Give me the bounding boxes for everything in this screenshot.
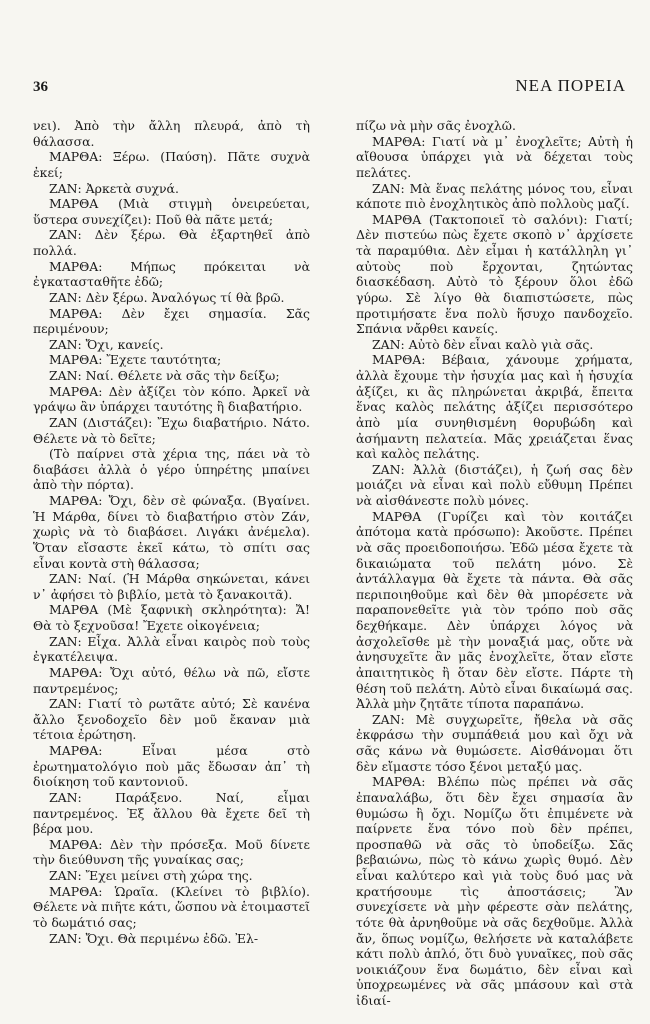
paragraph: ΖΑΝ: Ὄχι. Θὰ περιμένω ἐδῶ. Ἐλ- <box>49 930 259 946</box>
paragraph: ΜΑΡΘΑ: Ἔχετε ταυτότητα; <box>49 352 222 368</box>
paragraph: ΖΑΝ: Ἀρκετὰ συχνά. <box>49 180 179 196</box>
paragraph: ΖΑΝ: Δὲν ξέρω. Θὰ ἐξαρτηθεῖ ἀπὸ πολλά. <box>33 227 310 258</box>
paragraph: ΖΑΝ: Αὐτὸ δὲν εἶναι καλὸ γιὰ σᾶς. <box>372 336 594 352</box>
paragraph: ΖΑΝ: Ναί. Θέλετε νὰ σᾶς τὴν δείξω; <box>49 368 280 383</box>
paragraph: ΜΑΡΘΑ: Δὲν ἀξίζει τὸν κόπο. Ἀρκεῖ νὰ γράψω ἂν ὑπάρχει ταυτότης ἢ διαβατήριο. <box>33 383 310 415</box>
paragraph: ΜΑΡΘΑ: Ὄχι, δὲν σὲ φώναξα. (Βγαίνει. Ἡ Μάρθα, δίνει τὸ διαβατήριο στὸν Ζάν, χωρὶς νὰ τὸ διαβάσει. Λιγάκι ἀνέμελα). Ὅταν εἴσαστε ἐκεῖ κάτω, τὸ σπίτι σας εἶναι κοντὰ στὴ θάλασσα; <box>33 493 310 571</box>
paragraph: ΖΑΝ: Εἶχα. Ἀλλὰ εἶναι καιρὸς ποὺ τοὺς ἐγκατέλειψα. <box>33 633 310 665</box>
page-number: 36 <box>33 79 48 95</box>
left-column <box>33 118 310 1009</box>
paragraph: ΖΑΝ: Γιατί τὸ ρωτᾶτε αὐτό; Σὲ κανένα ἄλλο ξενοδοχεῖο δὲν μοῦ ἔκαναν μιὰ τέτοια ἐρώτηση. <box>33 696 310 743</box>
paragraph: ΜΑΡΘΑ (Μὲ ξαφνικὴ σκληρότητα): Ἄ! Θὰ τὸ ξεχνοῦσα! Ἔχετε οἰκογένεια; <box>33 602 310 633</box>
paragraph: ΜΑΡΘΑ: Βλέπω πὼς πρέπει νὰ σᾶς ἐπαναλάβω, ὅτι δὲν ἔχει σημασία ἂν θυμώσω ἢ ὄχι. Νομίζω ὅτι ἐπιμένετε νὰ παίρνετε ἕνα τόνο ποὺ δὲν πρέπει, προσπαθῶ νὰ σᾶς τὸ ὑποδείξω. Σᾶς βεβαιώνω, πὼς τὸ κάνω χωρὶς θυμό. Δὲν εἶναι καλύτερο καὶ γιὰ τοὺς δυό μας νὰ κρατήσουμε τὶς ἀποστάσεις; Ἂν συνεχίσετε νὰ μὴν φέρεστε σὰν πελάτης, τότε θὰ ἀρνηθοῦμε νὰ σᾶς δεχθοῦμε. Ἀλλὰ ἄν, ὅπως νομίζω, θελήσετε νὰ καταλάβετε κάτι πολὺ ἁπλό, ὅτι δυὸ γυναῖκες, ποὺ σᾶς νοικιάζουν ἕνα δωμάτιο, δὲν εἶναι καὶ ὑποχρεωμένες νὰ σᾶς μπάσουν καὶ στὰ ἰδιαί- <box>356 774 633 1008</box>
paragraph: ΖΑΝ: Ναί. (Ἡ Μάρθα σηκώνεται, κάνει ν᾽ ἀφήσει τὸ βιβλίο, μετὰ τὸ ξανακοιτᾶ). <box>33 571 310 602</box>
paragraph: ΖΑΝ (Διστάζει): Ἔχω διαβατήριο. Νάτο. Θέλετε νὰ τὸ δεῖτε; <box>33 414 310 446</box>
paragraph: ΜΑΡΘΑ: Ὄχι αὐτό, θέλω νὰ πῶ, εἴστε παντρεμένος; <box>33 664 310 696</box>
paragraph: ΜΑΡΘΑ: Δὲν ἔχει σημασία. Σᾶς περιμένουν; <box>33 305 310 337</box>
paragraph: ΖΑΝ: Ἔχει μείνει στὴ χώρα της. <box>49 868 253 883</box>
paragraph: ΜΑΡΘΑ: Γιατί νὰ μ᾽ ἐνοχλεῖτε; Αὐτὴ ἡ αἴθουσα ὑπάρχει γιὰ νὰ δέχεται τοὺς πελάτες. <box>356 133 633 180</box>
paragraph: ΜΑΡΘΑ: Ὡραῖα. (Κλείνει τὸ βιβλίο). Θέλετε νὰ πιῆτε κάτι, ὥσπου νὰ ἑτοιμαστεῖ τὸ δωμάτιό σας; <box>33 883 310 930</box>
paragraph: πίζω νὰ μὴν σᾶς ἐνοχλῶ. <box>356 118 516 133</box>
paragraph: ΖΑΝ: Δὲν ξέρω. Ἀναλόγως τί θὰ βρῶ. <box>49 289 285 305</box>
running-title: ΝΕΑ ΠΟΡΕΙΑ <box>515 76 626 95</box>
paragraph: ΖΑΝ: Μὲ συγχωρεῖτε, ἤθελα νὰ σᾶς ἐκφράσω τὴν συμπάθειά μου καὶ ὄχι νὰ σᾶς κάνω νὰ θυμώσετε. Αἰσθάνομαι ὅτι δὲν εἴμαστε τόσο ξένοι μεταξύ μας. <box>356 711 633 774</box>
paragraph: ΜΑΡΘΑ (Μιὰ στιγμὴ ὀνειρεύεται, ὕστερα συνεχίζει): Ποῦ θὰ πᾶτε μετά; <box>33 196 310 227</box>
paragraph: ΜΑΡΘΑ: Δὲν τὴν πρόσεξα. Μοῦ δίνετε τὴν διεύθυνση τῆς γυναίκας σας; <box>33 836 310 868</box>
paragraph: ΜΑΡΘΑ: Μήπως πρόκειται νὰ ἐγκατασταθῆτε ἐδῶ; <box>33 258 310 290</box>
paragraph: ΜΑΡΘΑ: Βέβαια, χάνουμε χρήματα, ἀλλὰ ἔχουμε τὴν ἡσυχία μας καὶ ἡ ἡσυχία ἀξίζει, κι ἂς πληρώνεται ἀκριβά, ἔπειτα ἕνας καλὸς πελάτης ἀξίζει περισσότερο ἀπὸ μία συνηθισμένη θορυβώδη καὶ ἀσήμαντη πελατεία. Μᾶς χρειάζεται ἕνας καὶ καλὸς πελάτης. <box>356 352 633 462</box>
right-column <box>356 118 633 1009</box>
paragraph: ΖΑΝ: Μὰ ἕνας πελάτης μόνος του, εἶναι κάποτε πιὸ ἐνοχλητικὸς ἀπὸ πολλοὺς μαζί. <box>356 180 633 212</box>
page-header <box>33 76 626 96</box>
paragraph: (Τὸ παίρνει στὰ χέρια της, πάει νὰ τὸ διαβάσει ἀλλὰ ὁ γέρο ὑπηρέτης μπαίνει ἀπὸ τὴν πόρτα). <box>33 446 310 493</box>
paragraph: νει). Ἀπὸ τὴν ἄλλη πλευρά, ἀπὸ τὴ θάλασσα. <box>33 118 310 149</box>
paragraph: ΜΑΡΘΑ: Εἶναι μέσα στὸ ἐρωτηματολόγιο ποὺ μᾶς ἔδωσαν ἀπ᾽ τὴ διοίκηση τοῦ καντονιοῦ. <box>33 743 310 790</box>
paragraph: ΜΑΡΘΑ (Τακτοποιεῖ τὸ σαλόνι): Γιατί; Δὲν πιστεύω πὼς ἔχετε σκοπὸ ν᾽ ἀρχίσετε τὰ παραμύθια. Δὲν εἶμαι ἡ κατάλληλη γι᾽ αὐτοὺς ποὺ ἔρχονται, ζητώντας διασκέδαση. Αὐτὸ τὸ ξέρουν ὅλοι ἐδῶ γύρω. Σὲ λίγο θὰ διαπιστώσετε, πὼς προτιμήσατε ἕνα πολὺ ἥσυχο πανδοχεῖο. Σπάνια νἄρθει κανείς. <box>356 211 633 337</box>
paragraph: ΖΑΝ: Ἀλλὰ (διστάζει), ἡ ζωή σας δὲν μοιάζει νὰ εἶναι καὶ πολὺ εὔθυμη Πρέπει νὰ αἰσθάνεστε πολὺ μόνες. <box>356 461 633 508</box>
paragraph: ΖΑΝ: Παράξενο. Ναί, εἶμαι παντρεμένος. Ἐξ ἄλλου θὰ ἔχετε δεῖ τὴ βέρα μου. <box>33 789 310 837</box>
paragraph: ΜΑΡΘΑ (Γυρίζει καὶ τὸν κοιτάζει ἀπότομα κατὰ πρόσωπο): Ἀκοῦστε. Πρέπει νὰ σᾶς προειδοποιήσω. Ἐδῶ μέσα ἔχετε τὰ δικαιώματα τοῦ πελάτη μόνο. Σὲ ἀντάλλαγμα θὰ ἔχετε τὰ πάντα. Θὰ σᾶς περιποιηθοῦμε καὶ δὲν θὰ μπορέσετε νὰ παραπονεθεῖτε γιὰ τὸν τρόπο ποὺ σᾶς δεχθήκαμε. Δὲν ὑπάρχει λόγος νὰ ἀσχολεῖσθε μὲ τὴν μοναξιά μας, οὔτε νὰ ἀνησυχεῖτε ἂν μᾶς ἐνοχλεῖτε, ὅταν εἴστε ἀπαιτητικὸς ἢ ὅταν δὲν εἴστε. Πάρτε τὴ θέση τοῦ πελάτη. Αὐτὸ εἶναι δικαίωμά σας. Ἀλλὰ μὴν ζητᾶτε τίποτα παραπάνω. <box>356 508 633 712</box>
text-columns <box>33 118 633 1009</box>
paragraph: ΖΑΝ: Ὄχι, κανείς. <box>49 336 164 352</box>
paragraph: ΜΑΡΘΑ: Ξέρω. (Παύση). Πᾶτε συχνὰ ἐκεί; <box>33 149 310 180</box>
